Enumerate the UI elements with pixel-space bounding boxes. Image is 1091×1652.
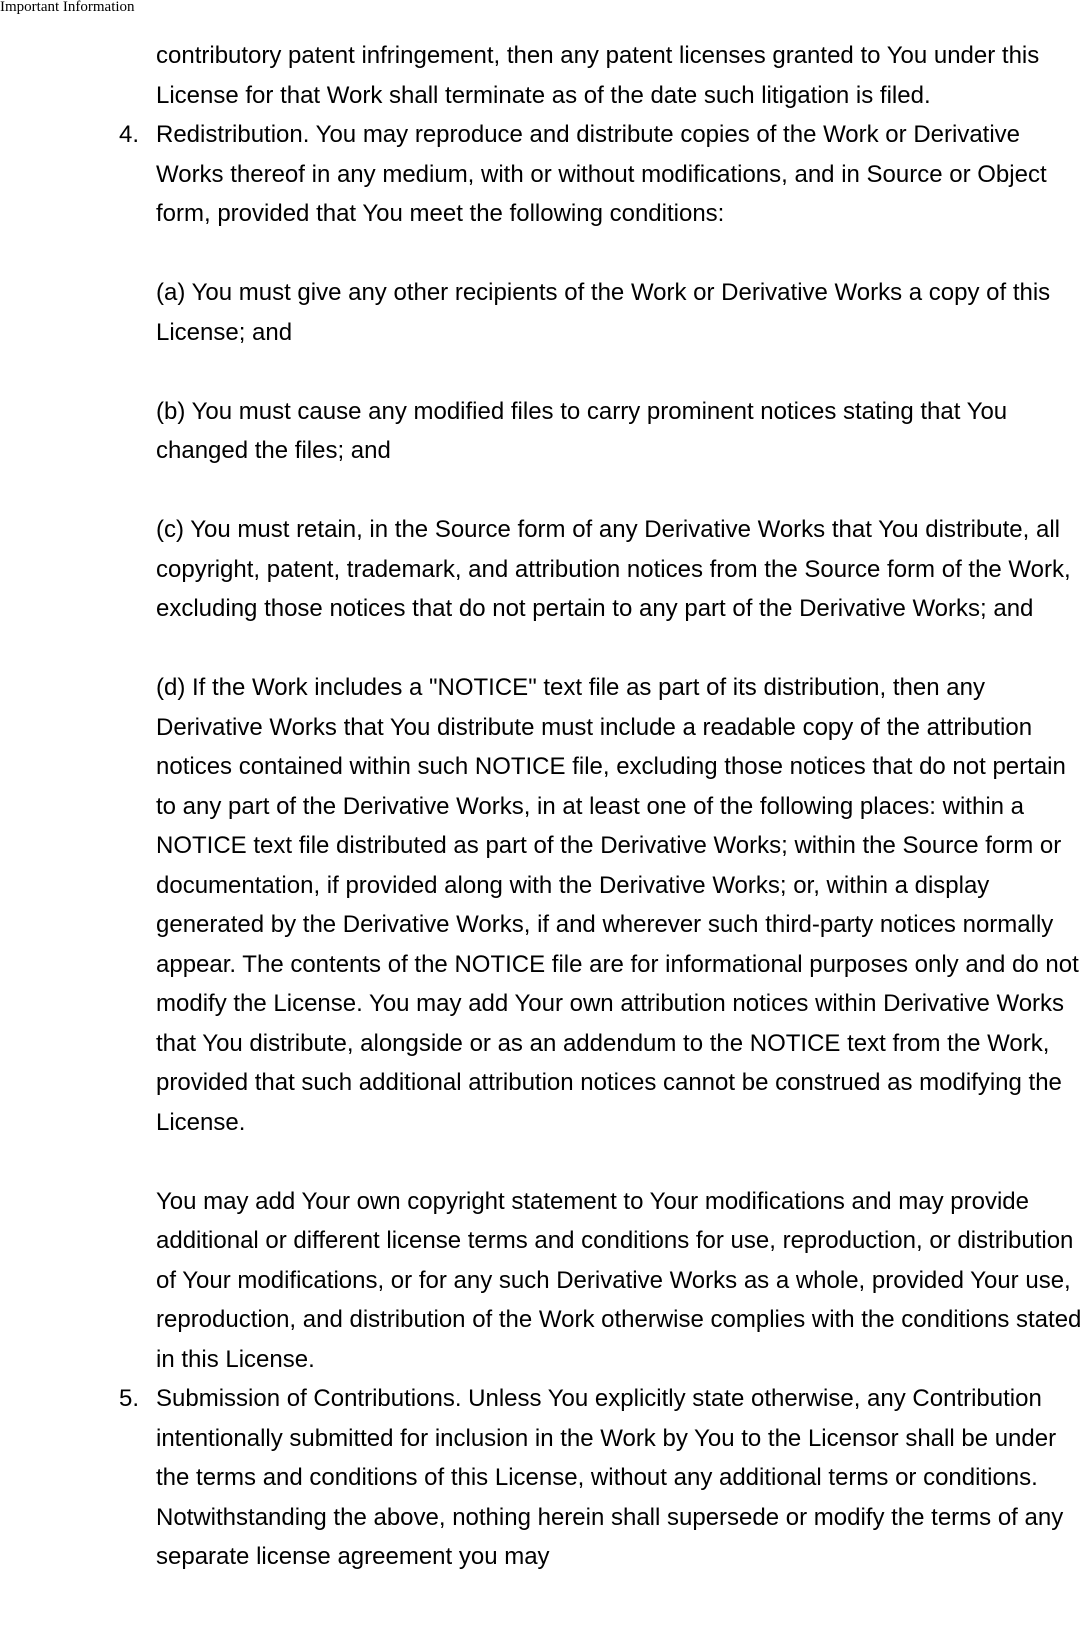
continuation-paragraph: contributory patent infringement, then any patent licenses granted to You under this License for that Work shall terminate as of the date such litigation is filed. [156, 42, 1040, 109]
condition-b: (b) You must cause any modified files to carry prominent notices stating that You changed the files; and [156, 397, 1008, 464]
paragraph-gap [156, 471, 1086, 511]
list-item-number: 4. [119, 121, 140, 148]
list-item-4 [119, 115, 1086, 1379]
license-text [119, 36, 1086, 1577]
list-item-5 [119, 1379, 1086, 1577]
condition-c: (c) You must retain, in the Source form of any Derivative Works that You distribute, all copyright, patent, trademark, and attribution notices from the Source form of the Work, excluding those notices that do not pertain to any part of the Derivative Works; and [156, 516, 1071, 622]
page-header: Important Information [0, 0, 135, 15]
condition-d: (d) If the Work includes a "NOTICE" text file as part of its distribution, then any Derivative Works that You distribute must include a readable copy of the attribution notices contained within such NOTICE file, excluding those notices that do not pertain to any part of the Derivative Works, in at least one of the following places: within a NOTICE text file distributed as part of the Derivative Works; within the Source form or documentation, if provided along with the Derivative Works; or, within a display generated by the Derivative Works, if and wherever such third-party notices normally appear. The contents of the NOTICE file are for informational purposes only and do not modify the License. You may add Your own attribution notices within Derivative Works that You distribute, alongside or as an addendum to the NOTICE text from the Work, provided that such additional attribution notices cannot be construed as modifying the License. [156, 674, 1079, 1136]
paragraph-gap [156, 234, 1086, 274]
list-item-number: 5. [119, 1385, 140, 1412]
copyright-statement-paragraph: You may add Your own copyright statement to Your modifications and may provide additional or different license terms and conditions for use, reproduction, or distribution of Your modifications, or for any such Derivative Works as a whole, provided Your use, reproduction, and distribution of the Work otherwise complies with the conditions stated in this License. [156, 1187, 1082, 1373]
condition-a: (a) You must give any other recipients of the Work or Derivative Works a copy of this License; and [156, 279, 1051, 346]
paragraph-gap [156, 629, 1086, 669]
redistribution-intro: Redistribution. You may reproduce and distribute copies of the Work or Derivative Works thereof in any medium, with or without modifications, and in Source or Object form, provided that You meet the following conditions: [156, 121, 1047, 227]
submission-paragraph: Submission of Contributions. Unless You explicitly state otherwise, any Contribution intentionally submitted for inclusion in the Work by You to the Licensor shall be under the terms and conditions of this License, without any additional terms or conditions. Notwithstanding the above, nothing herein shall supersede or modify the terms of any separate license agreement you may [156, 1385, 1064, 1570]
paragraph-gap [156, 1142, 1086, 1182]
paragraph-gap [156, 352, 1086, 392]
